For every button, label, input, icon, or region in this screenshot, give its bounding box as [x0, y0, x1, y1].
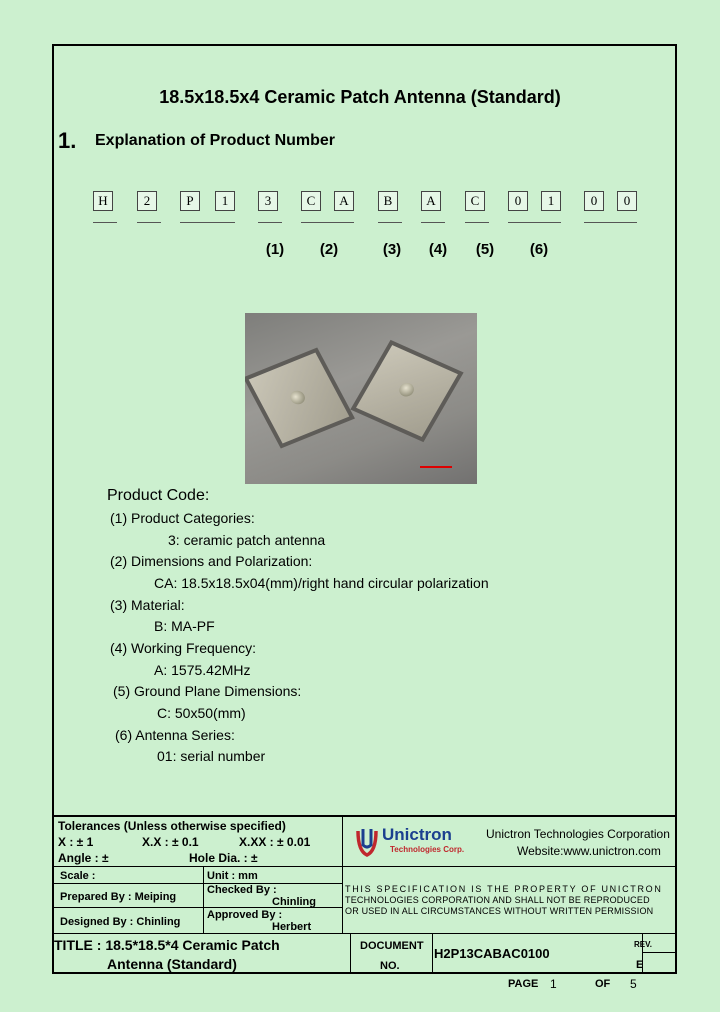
part-label: (4) [428, 241, 448, 258]
char-box: 2 [137, 191, 157, 211]
part-label: (5) [475, 241, 495, 258]
char-box: 1 [541, 191, 561, 211]
underline [508, 222, 561, 223]
checked-by-name: Chinling [272, 896, 316, 908]
char-box: B [378, 191, 398, 211]
notice-line: THIS SPECIFICATION IS THE PROPERTY OF UNICTRON [345, 884, 663, 894]
code-item: (3) Material: [110, 597, 185, 613]
notice-line: TECHNOLOGIES CORPORATION AND SHALL NOT BE REPRODUCED [345, 895, 650, 905]
char-box: P [180, 191, 200, 211]
rev-value: E [636, 959, 644, 971]
antenna-photo [245, 313, 477, 484]
drawing-title-line2: Antenna (Standard) [107, 956, 237, 972]
rule [203, 866, 204, 933]
logo-subtitle: Technologies Corp. [390, 845, 465, 854]
tolerance-xx: X.X : ± 0.1 [142, 835, 199, 849]
underline [421, 222, 445, 223]
char-box: C [465, 191, 485, 211]
char-box: 1 [215, 191, 235, 211]
company-name: Unictron Technologies Corporation [486, 827, 670, 841]
underline [258, 222, 282, 223]
part-label: (2) [319, 241, 339, 258]
prepared-by: Prepared By : Meiping [60, 891, 177, 903]
rule [642, 952, 677, 953]
underline [584, 222, 637, 223]
feed-pin [288, 389, 308, 407]
underline [465, 222, 489, 223]
drawing-title: TITLE : 18.5*18.5*4 Ceramic Patch [54, 937, 280, 953]
code-detail: CA: 18.5x18.5x04(mm)/right hand circular polarization [154, 575, 489, 591]
approved-by-label: Approved By : [207, 909, 283, 921]
checked-by-label: Checked By : [207, 884, 277, 896]
char-box: 0 [508, 191, 528, 211]
rule [52, 883, 342, 884]
document-no-label: NO. [380, 960, 400, 972]
code-item: (2) Dimensions and Polarization: [110, 553, 313, 569]
tolerances-heading: Tolerances (Unless otherwise specified) [58, 819, 286, 833]
rule [342, 815, 343, 933]
char-box: 3 [258, 191, 278, 211]
char-box: 0 [617, 191, 637, 211]
part-label: (3) [382, 241, 402, 258]
logo-wordmark: Unictron [382, 825, 452, 844]
code-detail: 01: serial number [157, 748, 266, 764]
underline [378, 222, 402, 223]
of-label: OF [595, 978, 611, 990]
part-label: (1) [265, 241, 285, 258]
tolerance-angle: Angle : ± [58, 851, 109, 865]
code-item: (4) Working Frequency: [110, 640, 257, 656]
code-detail: 3: ceramic patch antenna [168, 532, 326, 548]
website: Website:www.unictron.com [517, 844, 661, 858]
part-label: (6) [529, 241, 549, 258]
patch-antenna-right [350, 340, 463, 442]
tolerance-x: X : ± 1 [58, 835, 94, 849]
code-detail: B: MA-PF [154, 618, 215, 634]
scale: Scale : [60, 870, 96, 882]
code-detail: C: 50x50(mm) [157, 705, 246, 721]
rule [52, 933, 677, 934]
char-box: A [421, 191, 441, 211]
rule [350, 933, 351, 974]
approved-by-name: Herbert [272, 921, 312, 933]
char-box: A [334, 191, 354, 211]
code-detail: A: 1575.42MHz [154, 662, 251, 678]
document-number: H2P13CABAC0100 [434, 946, 550, 961]
rule [432, 933, 433, 974]
code-item: (5) Ground Plane Dimensions: [113, 683, 302, 699]
tolerance-xxx: X.XX : ± 0.01 [239, 835, 311, 849]
underline [93, 222, 117, 223]
feed-pin [397, 381, 417, 399]
title-block [52, 815, 677, 974]
product-code-heading: Product Code: [107, 487, 210, 504]
page-label: PAGE [508, 978, 539, 990]
rule [52, 815, 677, 817]
underline [137, 222, 161, 223]
char-box: H [93, 191, 113, 211]
code-item: (1) Product Categories: [110, 510, 255, 526]
document-title: 18.5x18.5x4 Ceramic Patch Antenna (Standard) [159, 87, 561, 107]
char-box: C [301, 191, 321, 211]
photo-mark [420, 466, 452, 468]
unictron-logo [356, 823, 481, 863]
rule [52, 866, 677, 867]
underline [180, 222, 235, 223]
logo-emblem-icon [356, 827, 378, 857]
designed-by: Designed By : Chinling [60, 916, 181, 928]
section-title: Explanation of Product Number [95, 132, 336, 149]
tolerance-hole: Hole Dia. : ± [189, 851, 258, 865]
rev-label: REV. [634, 940, 652, 949]
underline [301, 222, 354, 223]
code-item: (6) Antenna Series: [115, 727, 235, 743]
char-box: 0 [584, 191, 604, 211]
patch-antenna-left [245, 348, 355, 449]
unit: Unit : mm [207, 870, 258, 882]
section-number: 1. [58, 128, 77, 153]
document-label: DOCUMENT [360, 940, 424, 952]
page-total: 5 [630, 977, 637, 991]
notice-line: OR USED IN ALL CIRCUMSTANCES WITHOUT WRITTEN PERMISSION [345, 906, 654, 916]
page-number: 1 [550, 977, 557, 991]
